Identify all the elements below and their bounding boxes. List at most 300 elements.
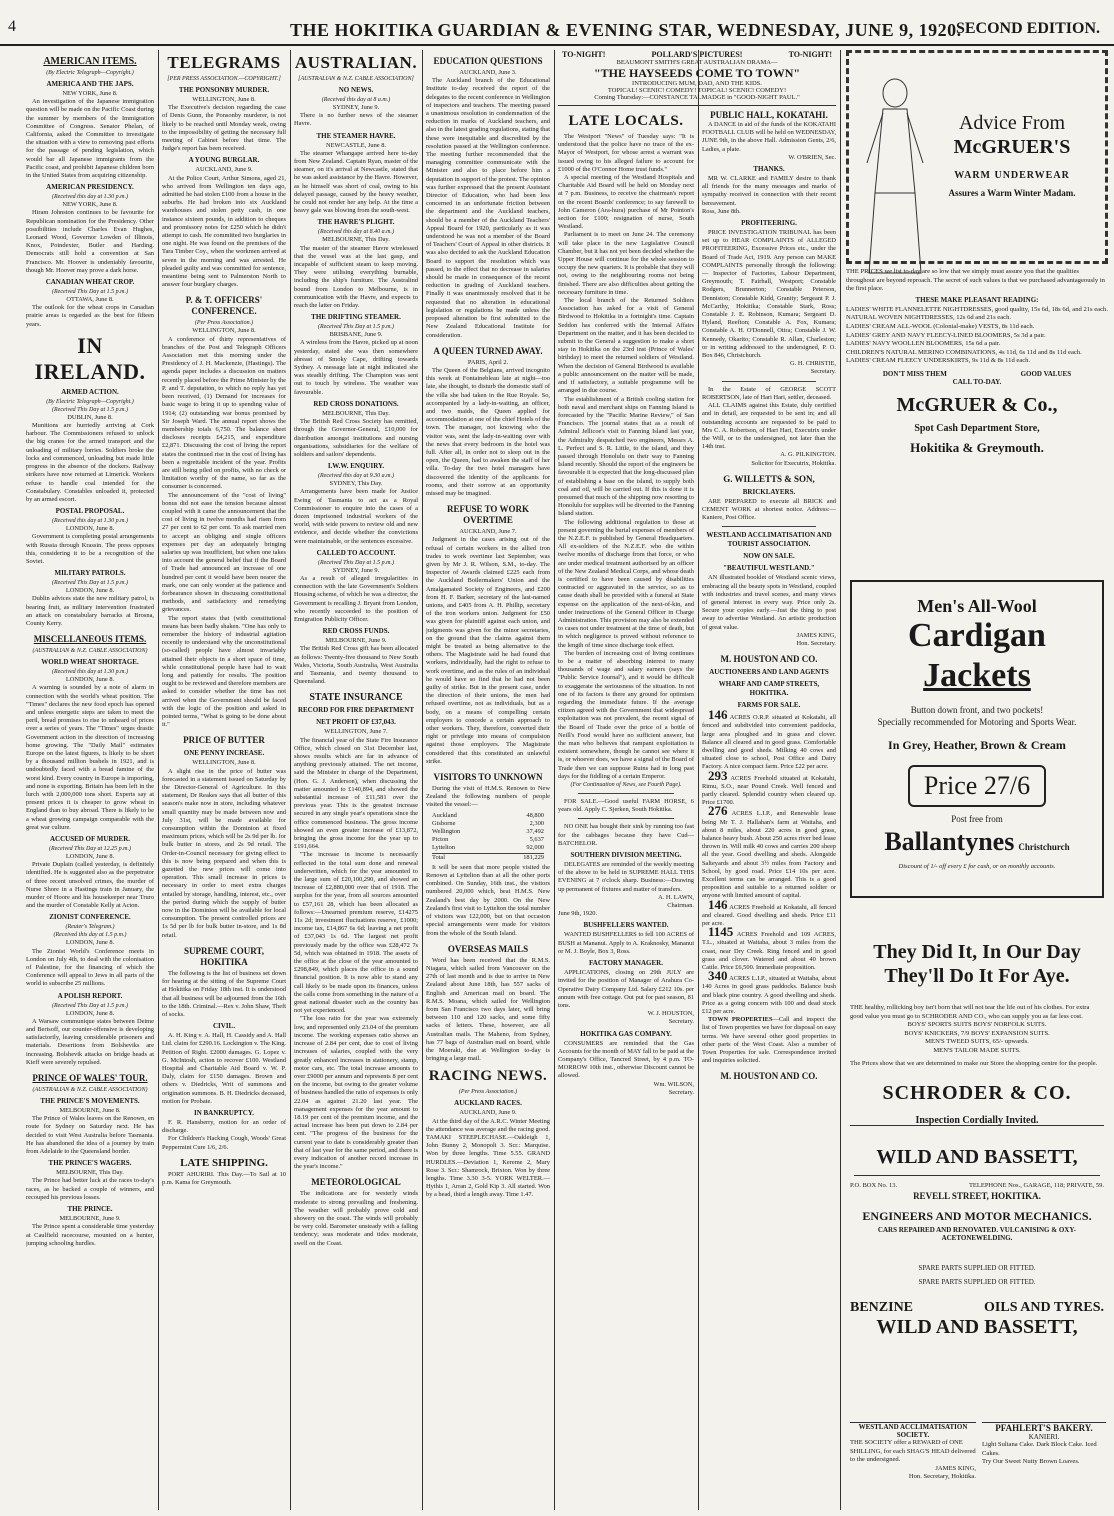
article-text: At the third day of the A.R.C. Winter Meeting the attendance was average and the racing good. TAMAKI STEEPLECHASE.—Oakleigh 1, John Bunny 2, Monopoli 3. Scr.: Marquise. Won by three lengths. Time 5.55. GRAND HURDLES.—Deviation 1, Kereme 2, Mary Rose 3. Scr.: Shamrock, Brixton. Won by three lengths. Time 3.30 3-5. YORK WELTER.—Hythis 1, Arran 2, Gold Kip 3. All started. Won by a head, third a length away. Time 1.47. [426, 1117, 550, 1199]
article-text: A. H. King v. A. Hall, H. Cassidy and A. Hall Ltd. claim for £290.16. Lockington v. The King. Petition of Right. £2000 damages. G. Lopez v. G. McIntosh, action to recover £100. Westland Hospital and Charitable Aid Board v. W. P. Daly, claim for £150 damages. Brown and others v. Diedricks, Writ of summons and origination summons. B. H. Diedricks deceased, motion for Probate. [162, 1032, 286, 1105]
list-item: LADIES' CREAM ALL-WOOL (Colonial-make) VESTS, 8s 11d each. [846, 322, 1035, 330]
ad-heading: PROFITEERING. [741, 219, 797, 228]
farm-description: ACRES Freehold situated at Kokatahi, Rimu, S.O., near Pound Creek. Well fenced and partly cleared. Splendid country when cleared up. Price £1700. [702, 774, 836, 807]
byline: (Received this day at 1.30 p.m.) [52, 518, 128, 525]
ad-text: Discount of 1/- off every £ for cash, or on monthly accounts. [898, 863, 1056, 870]
article-text: Hiram Johnston continues to be favourite for Republican nomination for the Presidency. Other possibilities include Charles Evan Hughes, Leonard Wood, Governor Lowden of Illinois, Knox, Poindexter, Butler and Harding. Democrats still hold a convention at San Francisco. Mr. Hoover is undeniably favourite, though Mr. Hoover may prove a dark horse. [26, 209, 154, 274]
list-item: MEN'S TAILOR MADE SUITS. [933, 1046, 1021, 1054]
ad-heading: M. HOUSTON AND CO. [720, 1071, 818, 1082]
headline: RECORD FOR FIRE DEPARTMENT [297, 706, 415, 715]
ad-heading: FACTORY MANAGER. [589, 959, 663, 968]
headline: AUCKLAND RACES. [454, 1099, 522, 1108]
classified-ad: DELEGATES are reminded of the weekly meeting of the above to be held in SUPREME HALL THIS EVENING at 7 o'clock sharp. Business:—Drawing up permanent of fixtures and matter of transfers. [558, 861, 694, 893]
ad-text: Inspection Cordially Invited. [915, 1115, 1039, 1127]
dateline: LONDON, June 8. [65, 939, 115, 947]
list-item: LADIES' WHITE FLANNELETTE NIGHTDRESSES, good quality, 15s 6d, 18s 6d, and 21s each. [846, 305, 1108, 313]
table-cell: Picton [432, 836, 449, 844]
headline: MILITARY PATROLS. [54, 569, 126, 578]
headline: PRINCE OF WALES' TOUR. [32, 1073, 148, 1084]
list-item: MEN'S TWEED SUITS, 65/- upwards. [925, 1038, 1029, 1046]
headline: REFUSE TO WORK OVERTIME [446, 504, 530, 526]
headline: THE PRINCE. [67, 1205, 113, 1214]
article-text: The master of the steamer Havre wirelessed that the vessel was at the last gasp, and incapable of sufficient steam to keep moving. They were utilising everything burnable, including the ship's furniture. The Australind bound from London to Melbourne, is in communication with the Havre, and expects to reach the latter on Friday. [294, 244, 418, 310]
byline: (By Electric Telegraph—Copyright.) [46, 398, 134, 405]
headline: A YOUNG BURGLAR. [188, 156, 260, 165]
byline: [PER PRESS ASSOCIATION.—COPYRIGHT.] [167, 76, 281, 82]
article-text: "The loss ratio for the year was extremely low, and represented only 23.04 of the premium income. The working expenses ratio shows an increase of 2.84 per cent, due to cost of living increases of salaries, coupled with the very greatly enhanced increases in stationery, stamp, motor cars, etc. The total increase amounts to over £9000 per annum and represents 8 per cent on the income, but owing to the greater volume of business handled the ratio of expenses is only 22.04 as against 21.20 last year. The management expenses for the year amount to 18.19 per cent of the premium income, and the actual increase has been put down to 2.84 per cent. "The progress of the business for the current year to date is considerably greater than that of last year for the same period, and there is every indication of another record increase in the year's income." [294, 1015, 418, 1171]
classified-ad: ARE PREPARED to execute all BRICK and CEMENT WORK at shortest notice. Address:—Kaniere, Post Office. [702, 497, 836, 522]
article-text: The Prince spent a considerable time yesterday at Caulfield racecourse, mounted on a hunter, jumping schooling hurdles. [26, 1223, 154, 1247]
table-cell: Total [432, 853, 446, 861]
cardigan-jackets-ad [850, 580, 1104, 898]
ad-title: Men's All-Wool [917, 596, 1037, 616]
column-2 [162, 50, 286, 1510]
article-text: The local branch of the Returned Soldiers Association has asked for a visit of General Birdwood to Hokitika in a fortnight's time. Captain Seddon has conferred with the Internal Affairs Department on the matter, and it has been decided to submit to the General a suggestion to make a short stay in Hokitika on the 23rd inst (Prince of Wales' birthday) to meet the returned soldiers of Westland. When the decision of General Birdwood is available a public announcement on the matter will be made, and if satisfactory, a suitable programme will be arranged in due course. [558, 297, 694, 395]
dateline: SYDNEY, This Day. [329, 480, 383, 488]
classified-ad: PRICE INVESTIGATION TRIBUNAL has been set up to HEAR COMPLAINTS of ALLEGED PROFITEERING, Excessive Prices etc., under the Board of Trade Act, 1919. Any person can MAKE COMPLAINTS personally through the following:— Inspector of Factories, Labour Department, Greymouth; T. Fairhall, Westport; Constable Rodgers, Brunnerton; Constable Peterson, Denniston; Constable Kidd, Granity; Sergeant P. J. McCarthy, Hokitika; Constable Stark, Ross; Constable J. E. Robinson, Kumara; Sergeant D. Hyland, Reefton; Constable A. Fox, Kumara; Constable A. H. O'Donnell, Otira; Constable J. W. Kennedy, Okarito; Constable R. Allan, Charleston; or in writing addressed to the undersigned, P. O. Box 846, Christchurch. [702, 229, 836, 360]
column-rule [158, 50, 159, 1510]
divider [722, 381, 816, 382]
column-1 [26, 50, 154, 1510]
ad-brand: WILD AND BASSETT, [876, 1316, 1078, 1338]
ad-text: TO-NIGHT! [788, 50, 832, 59]
dateline: WELLINGTON, June 8. [192, 759, 256, 767]
dateline: LONDON, June 8. [65, 676, 115, 684]
ad-brand: Ballantynes [884, 827, 1015, 856]
article-text: Judgment in the cases arising out of the refusal of certain workers in the allied iron trades to work overtime last September, was given by Mr J. R. Wilson, S.M., to-day. The Inspector of Awards claimed £225 each from the Auckland Boilermakers' Union and the Amalgamated Society of Engineers, and £200 from H. F. Barker, secretary of the last-named unions, and £405 from A. H. Phillip, secretary of the iron workers union. Judgment for £50 was given for plaintiff against each union, and judgments was given for the minor secretaries, on the ground that the claims against them might be treated as being alternative to the others. The Magistrate said he had found that workers, individually, had the right to refuse to work overtime, and as the rules of an individual he would have so find that he had not been guilty of strike. But in the present case, under the direction of their unions, the men had refused overtime, not as individuals, but as a body, on a means of compelling certain employers to concede a certain approach to other workers. They, therefore, converted their right or privilege into means of compulsion against those employers. The Magistrate considered that this constituted an unlawful strike. [426, 536, 550, 765]
headline: MISCELLANEOUS ITEMS. [33, 634, 147, 645]
byline: (Received This Day at 1.5 p.m.) [52, 406, 128, 413]
ad-text: Hokitika & Greymouth. [910, 439, 1044, 455]
column-3 [294, 50, 418, 1510]
ad-callout-row [850, 1300, 1104, 1316]
article-text: The announcement of the "cost of living" bonus did not ease the tension because almost coupled with it came the announcement that the cost of living in twelve months had risen from 27 per cent to 62 per cent. To ask married men to accept an obliging and single officers expenses per day an adequately bringing salaries up was insufficient, but when one takes into account the general belief that if the Board of Trade had announced an increase of one hundred per cent it would have been nearer the mark, one can only wonder at the patience and forbearance shown in discussing constitutional methods, and satisfactory and remedying grievances. [162, 491, 286, 614]
farm-description: ACRES Freehold at Kokatahi, all fenced and cleared. Good dwelling and sheds. Price £11 per acre. [702, 903, 836, 928]
dateline: AUCKLAND, June 3. [459, 69, 517, 76]
byline: (Received This Day at 12.25 p.m.) [49, 846, 131, 852]
classified-ad: AN illustrated booklet of Westland scenic views, embracing all the beauty spots in Westland, coupled with industries and travel scenes, and many views of general interest in every way. Price only 2s. Secure your copies early.—Just the thing to post away to advertise Westland. An artistic production of great value. [702, 574, 836, 631]
ad-title: Advice From [958, 112, 1066, 134]
article-text: The Prince of Wales leaves on the Renown, en route for Sydney on Saturday next. He has decided to visit West Australia before Tasmania. He has abandoned the idea of a journey by train from Adelaide to the Queensland border. [26, 1115, 154, 1156]
ad-text: The Prices show that we are determined to make our Store the shopping centre for the people. [850, 1059, 1098, 1067]
dateline: PARIS, April 2. [467, 358, 509, 366]
ad-signature: G. H. CHRISTIE, [790, 360, 836, 368]
headline: AMERICA AND THE JAPS. [46, 80, 134, 88]
headline: THE HAVRE'S PLIGHT. [317, 218, 395, 227]
byline: (Received this day at 8 a.m.) [321, 97, 391, 103]
farm-acreage: 146 [708, 896, 728, 912]
ad-text: KANIERI. [1028, 1433, 1060, 1441]
pollards-pictures-ad [558, 50, 836, 106]
ad-brand: McGRUER & Co., [896, 393, 1058, 416]
farm-description: ACRES L.I.P., and Renewable lease being Mr T. J. Hallahan's farm at Waitaha, and about 8 miles, about 220 acres in good grass, balance heavy bush. About 250 acres river bed lease thrown in. Will milk 40 cows and carries 200 sheep all the year. Good dwelling and sheds. Alongside Salteyards and about 3½ miles from Factory and School, by good road. Price £14 10s per acre. Excellent terms can be arranged. This is a good proposition and suitable to a returned soldier or anyone with limited amount of capital. [702, 810, 836, 900]
ad-signature-role: Secretary. [668, 1088, 694, 1096]
ad-brand: SCHRODER & CO. [882, 1082, 1072, 1105]
headline-large: LATE LOCALS. [568, 113, 684, 129]
article-text: The establishment of a British cooling station for both naval and merchant ships on Fanning Island is forecasted by the "Pacific Marine Review," of San Francisco. The journal states that as a result of Admiral Jellicoe's visit to Fanning Island last year, the Admiralty despatched two engineers, Messrs A. L. Perfect and S. R. Little, to the island, and they passed through Honolulu on their way to Fanning Island recently. Should the report of the engineers be favourable it is expected that the long-discussed plan of establishing a base on the island, to supply both coal and oil, will be carried out. If this is done it is presumed that much of the shipping now resorting to Honolulu for supplies will be diverted to the Fanning Island station. [558, 395, 694, 518]
edition-label: SECOND EDITION. [955, 20, 1100, 37]
byline: (AUSTRALIAN & N.Z. CABLE ASSOCIATION) [32, 648, 148, 655]
list-item: LADIES' GREY AND NAVY FLEECY-LINED BLOOMERS, 5s 3d a pair. [846, 331, 1046, 339]
article-text: Government is completing postal arrangements with Russia through Krassin. The press opposes this, considering it to be a recognition of the Soviet. [26, 533, 154, 565]
ad-brand: WILD AND BASSETT, [876, 1146, 1078, 1168]
farm-acreage: 1145 [708, 924, 734, 940]
ad-subheading: NOW ON SALE. [743, 552, 795, 561]
headline: CALLED TO ACCOUNT. [316, 548, 396, 557]
ad-signature-role: Chairman. [667, 902, 694, 910]
headline: ARMED ACTION. [61, 387, 119, 396]
ad-brand: McGRUER'S [953, 136, 1071, 158]
headline: SUPREME COURT, HOKITIKA [183, 945, 265, 967]
article-text: The Queen of the Belgians, arrived incognito this week at Fontainebleau late at night—too late, she thought, to disturb the domestic staff of the villa she had taken in the Rue Royale. So, accompanied by a lady-in-waiting, an officer, and two maids, the Queen applied for accommodation at one of the chief Hotels of the town. The manager, not knowing who the visitor was, sent the lady-in-waiting over with the news that every bedroom in the hotel was full. After all, in order not to sleep out in the open, the Queen, had to awaken the staff of her villa. To-day the two hotel managers have discovered the identity of the applicants for rooms, and their sorrow at an opportunity missed may be imagined. [426, 366, 550, 497]
headline: A POLISH REPORT. [57, 991, 123, 1000]
headline: I.W.W. ENQUIRY. [327, 462, 385, 471]
dateline: MELBOURNE, This Day. [56, 1169, 124, 1177]
headline: METEOROLOGICAL [311, 1177, 401, 1188]
column-rule [422, 50, 423, 1510]
column-5 [558, 108, 694, 1510]
article-text: The Prince had better luck at the races to-day's races, as he backed a couple of winners, and recouped his previous losses. [26, 1177, 154, 1201]
article-text: Private Duplain (called yesterday, is definitely identified. He is suggested also as the perpetrator of three recent unsolved crimes, the murder of Nurse Shore in a Hastings train in January, the murder of Hoore and his housekeeper near Truro and the murder of Constable Kelly at Acton. [26, 861, 154, 910]
headline-large: AUSTRALIAN. [294, 53, 418, 72]
byline: (Received this day at 8.40 a.m.) [318, 229, 394, 236]
ad-text: POLLARD'S PICTURES! [651, 50, 743, 59]
table-cell: 2,300 [529, 819, 544, 827]
dateline: MELBOURNE, This Day. [322, 236, 390, 244]
article-text: Arrangements have been made for Justice Ewing of Tasmania to act as a Royal Commissioner to enquire into the cases of a dozen imprisoned industrial workers of the world, with wide powers to review old and new evidence, and decide whether the convictions were maintainable, or the sentences excessive. [294, 488, 418, 545]
table-cell: 181,229 [523, 853, 544, 861]
ad-text: WARM UNDERWEAR [954, 170, 1070, 181]
ad-date: Ross, June 8th. [702, 207, 741, 215]
headline: AMERICAN PRESIDENCY. [46, 183, 134, 192]
ad-heading: M. HOUSTON AND CO. [720, 654, 818, 665]
ad-text: THE SOCIETY offer a REWARD of ONE SHILLING, for each SHAG'S HEAD delivered to the undersigned. [850, 1439, 976, 1464]
article-text: There is no further news of the steamer Havre. [294, 112, 418, 128]
headline: ONE PENNY INCREASE. [183, 749, 265, 758]
dateline: NEW YORK, June 8. [62, 90, 118, 97]
byline: (Received this day at 9.30 a.m.) [318, 473, 394, 480]
ad-heading: BUSHFELLERS WANTED. [583, 921, 669, 930]
classified-ad: MR W. CLARKE and FAMILY desire to thank all friends for the many messages and marks of sympathy received in connection with their recent bereavement. [702, 175, 836, 207]
table-cell: 92,000 [526, 844, 544, 852]
list-item: CHILDREN'S NATURAL MERINO COMBINATIONS, 4s 11d, 6s 11d and 8s 11d each. [846, 348, 1082, 356]
byline: (Per Press Association.) [194, 320, 254, 327]
byline: (Reuter's Telegram.) [65, 924, 115, 931]
byline: (Received This Day at 1.5 p.m.) [318, 559, 394, 566]
headline: AMERICAN ITEMS. [43, 56, 137, 67]
headline: THE STEAMER HAVRE. [316, 131, 396, 140]
farm-acreage: 293 [708, 767, 728, 783]
dateline: MELBOURNE, This Day. [322, 409, 390, 417]
ad-text: TELEPHONE Nos., GARAGE, 118; PRIVATE, 59. [968, 1182, 1104, 1189]
table-row [432, 820, 544, 828]
farm-description: ACRES Freehold and 109 ACRES, T.L., situated at Waitaha, about 3 miles from the coast, near Dry Creek. Ring fenced and in good grass and clover. Watered and about 40 brown Cattle. Price £6,500. Immediate proposition. [702, 931, 836, 972]
classified-ad: APPLICATIONS, closing on 29th JULY are invited for the position of Manager of Arahura Co-Operative Dairy Company Ltd. Salary £212 10s. per annum with free cottage. Out put for past season, 81 tons. [558, 969, 694, 1009]
article-text: Munitions are hurriedly arriving at Cork harbour. The Commissioners refused to unlock the big cranes for the armed transport and the unloading of military lorries. Soldiers broke the locks and commenced, unloading but made little progress in the absence of the dockers. Railway strikers have now returned at Limerick. Workers refuse to handle coal intended for the Constabulary. Constables unloaded it, protected by an armed escort. [26, 422, 154, 503]
ad-text: Assures a Warm Winter Madam. [948, 188, 1076, 198]
article-text: Word has been received that the R.M.S. Niagara, which sailed from Vancouver on the 27th of last month and is due to arrive in New Zealand about June 18th, has 557 sacks of English and American mail on board. The R.M.S. Moana, which sailed for Wellington from San Francisco two days later, will bring between 110 and 120 sacks, and some fifty sacks of letters. These, however, are all Australian mails. The Maheno, from Sydney, has 77 bags of Australian mail on board, while the Moeraki, due at Wellington to-day is bringing a large mail. [426, 956, 550, 1063]
farm-acreage: 276 [708, 803, 728, 819]
ad-title: Cardigan [908, 617, 1046, 654]
dateline: AUCKLAND, June 9. [195, 166, 253, 174]
headline-large: IN IRELAND. [34, 332, 146, 384]
ad-signature-role: Hon. Secretary, Hokitika. [908, 1473, 976, 1481]
dateline: BRISBANE, June 9. [329, 331, 383, 339]
article-text: The steamer Whangape arrived here to-day from New Zealand. Captain Ryan, master of the steamer, on it's arrival at Newcastle, stated that he was asked assistance by the Havre. However, as he himself was short of coal, owing to his delayed passage, caused by the heavy weather, he could not render her any help. At the time a heavy gale was blowing from the south-west. [294, 149, 418, 215]
divider [854, 1175, 1100, 1176]
ad-subheading: BRICKLAYERS. [742, 487, 796, 496]
headline: CIVIL. [213, 1022, 235, 1031]
mcgruer-prices-ad [846, 268, 1108, 464]
headline: EDUCATION QUESTIONS [433, 56, 543, 66]
column-rule [840, 50, 841, 1510]
headline: LATE SHIPPING. [180, 1156, 268, 1169]
byline: [AUSTRALIAN & N.Z. CABLE ASSOCIATION] [298, 76, 414, 82]
farm-description: —Call and inspect the list of Town properties we have for disposal on easy terms. We have several other good properties in other parts of the West Coast. Also a number of Town Properties for sale. Correspondence invited and inquiries solicited. [702, 1016, 836, 1065]
page-number: 4 [8, 18, 16, 35]
article-text: The outlook for the wheat crops in Canadian prairie areas is regarded as the best for fifteen years. [26, 304, 154, 328]
table-row [432, 812, 544, 820]
visitors-table [432, 812, 544, 862]
ad-text: Specially recommended for Motoring and Sports Wear. [877, 717, 1077, 727]
dateline: AUCKLAND, June 9. [459, 1109, 517, 1117]
article-text: A Warsaw communique states between Deime and Berisoff, our counter-offensive is developing satisfactorily, leaving considerable prisoners and materials. Desertions from Bolsheviks are increasing. Bolshevik attacks on bridge heads at Kieff were severely repulsed. [26, 1017, 154, 1066]
mcgruer-advice-ad [846, 50, 1108, 264]
dateline: LONDON, June 8. [65, 525, 115, 533]
headline: CANADIAN WHEAT CROP. [45, 278, 135, 287]
divider [722, 526, 816, 527]
dateline: WELLINGTON, June 7. [324, 728, 388, 736]
westland-society-ad [850, 1422, 976, 1510]
article-text: A conference of thirty representatives of branches of the Post and Telegraph Officers Association met this morning under the Presidency of J. H. Mackenzie, (Hastings). The agenda paper includes a discussion on matters recently placed before the Prime Minister by the P. and T. deputation, to which no reply has yet been received, (1) Demand for increases for basic wage to bring it up to spending value of 1914; (2) outstanding war bonus promised by Sir Joseph Ward. The annual report shows the membership totals 6,750. The balance sheet discloses receipts £4,215, and expenditure £2,871. Discussing the cost of living the report states the continued rise in the cost of living has been a regrettable incident of the year. Profits are still being piled on profits, with no check or limitation worthy of the name, so far as the consumer is concerned. [162, 335, 286, 491]
ad-signature: JAMES KING, [935, 1464, 976, 1472]
byline: (Received This Day at 1.5 p.m.) [52, 580, 128, 587]
ad-signature: Wm. WILSON, [653, 1080, 694, 1088]
ad-heading: PUBLIC HALL, KOKATAHI. [710, 110, 828, 120]
ad-heading: G. WILLETTS & SON, [723, 473, 815, 484]
price-tag: Price 27/6 [908, 765, 1046, 807]
ad-title: "THE HAYSEEDS COME TO TOWN" [593, 66, 801, 80]
list-item: BOYS' SPORTS SUITS BOYS' NORFOLK SUITS. [907, 1021, 1047, 1029]
ad-text: TOPICAL! SCENIC! COMEDY! TOPICAL! SCENIC! COMEDY! [607, 87, 787, 94]
dateline: LONDON, June 8. [65, 1009, 115, 1017]
byline: (AUSTRALIAN & N.Z. CABLE ASSOCIATION) [32, 1087, 148, 1094]
article-text: PORT AHURIRI. This Day.—To Sail at 10 p.m. Kama for Greymouth. [162, 1170, 286, 1186]
masthead [0, 0, 1114, 46]
ad-text: Try Our Sweet Nutty Brown Loaves. [982, 1458, 1080, 1466]
ad-subheading: FARMS FOR SALE. [737, 701, 801, 710]
dateline: OTTAWA, June 8. [66, 296, 114, 304]
table-cell: Gisborne [432, 819, 456, 827]
article-text: During the visit of H.M.S. Renown to New Zealand the following numbers of people visited the vessel:— [426, 785, 550, 809]
ad-signature: W. O'BRIEN, Sec. [788, 153, 836, 161]
ad-date: June 9th, 1920. [558, 910, 598, 918]
article-text: An investigation of the Japanese immigration question will be made on the Pacific Coast during the summer by members of the Immigration Committee of Congress. Senator Phelan, of California, asked the Committee to investigate the situation with a view to removing past efforts for the passage of pending legislation, which would bar all Japanese immigrants from the Pacific coast, and prohibit Japanese children born in the United States from acquiring citizenship. [26, 98, 154, 180]
ad-text: TO-NIGHT! [562, 50, 606, 59]
ad-text: P.O. BOX No. 13. [850, 1182, 898, 1189]
ad-text: SPARE PARTS SUPPLIED OR FITTED. [918, 1278, 1036, 1286]
ad-text: THE healthy, rollicking boy isn't born that will not tear the life out of his clothes. For extra good value you must go to SCHRODER AND CO., who can supply you as far less cost. [850, 1004, 1090, 1020]
article-text: The Zionist World's Conference meets in London on July 4th, to deal with the colonisation of Palestine, for the financing of which the Conference will appeal to Jews in all parts of the world to subscribe 25 millions. [26, 947, 154, 988]
ad-text: THE PRICES we list to-day are so low that we simply must assure you that the qualities throughout are beyond reproach. The secret of such values is that we purchased advantageously in the first place. [846, 268, 1105, 293]
ad-text: CARS REPAIRED AND RENOVATED. VULCANISING & OXY-ACETONEWELDING. [877, 1226, 1077, 1242]
dateline: SYDNEY, June 9. [332, 104, 380, 111]
headline-large: RACING NEWS. [428, 1068, 548, 1085]
byline: (Received This Day at 1.5 p.m.) [318, 324, 394, 331]
column-6 [702, 108, 836, 1510]
headline: POSTAL PROPOSAL. [55, 507, 125, 516]
dateline: LONDON, June 8. [65, 587, 115, 595]
ad-subheading: THESE MAKE PLEASANT READING: [915, 295, 1039, 304]
byline: (Per Press Association.) [458, 1089, 518, 1096]
wild-bassett-ad [850, 1132, 1104, 1414]
farm-listing [702, 924, 836, 972]
ad-heading: THANKS. [753, 165, 785, 174]
article-text: The burden of increasing cost of living continues to be a matter of absorbing interest to many thousands of wage and salary earners (says the "Public Service Journal"), and it would be difficult to exaggerate the seriousness of the situation. In not one of its factors is there any ground for optimism regarding the immediate future. If the average citizen agreed with the Government that widespread exploitation was not prevalent, the recent signal of the Board of Trade over the price of a bottle of Neill's Food would have no sufficient answer, but the man who believes that rampant exploitation is existent somewhere, though he cannot see where it is, or whoever does, we have a signal of the Board of Trade then we can suppose Ruins had in long past days for the fiddling of a certain Emperor. [558, 649, 694, 780]
list-item: BOYS' KNICKERS, 7/9 BOYS' EXPANSION SUITS. [904, 1029, 1050, 1037]
table-cell: 5,637 [529, 836, 544, 844]
dateline: NEWCASTLE, June 8. [326, 141, 386, 149]
headline-large: TELEGRAMS [167, 53, 281, 72]
table-cell: 37,492 [526, 828, 544, 836]
ad-text: REVELL STREET, HOKITIKA. [913, 1191, 1041, 1201]
ad-heading: HOKITIKA GAS COMPANY. [580, 1029, 672, 1038]
classified-ad: In the Estate of GEORGE SCOTT ROBERTSON, late of Hari Hari, settler, deceased. [702, 385, 836, 401]
ad-text: Christchurch [1018, 842, 1070, 852]
byline: (Received This Day at 1.5 p.m.) [52, 289, 128, 296]
article-text: The British Red Cross gift has been allocated as follows: Twenty-five thousand to New South Wales, Victoria, South Australia, West Australia and Tasmania, and twenty thousand to Queensland. [294, 645, 418, 686]
divider [578, 818, 674, 819]
headline: NO NEWS. [338, 86, 374, 94]
dateline: WELLINGTON, June 8. [192, 327, 256, 335]
dateline: MELBOURNE, June 9. [325, 637, 387, 645]
ad-callout-row [846, 370, 1108, 378]
column-4 [426, 50, 550, 1510]
table-cell: Wellington [432, 828, 461, 836]
ad-text: CALL TO-DAY. [952, 377, 1002, 386]
headline: STATE INSURANCE [309, 692, 403, 704]
article-text: The Executive's decision regarding the case of Denis Gunn, the Ponsonby murderer, is not likely to be reached until Monday week, owing to the impossibility of getting the necessary full meeting of Cabinet before that time. The Judge's report has been received. [162, 104, 286, 153]
table-row [432, 836, 544, 844]
ad-heading: TOWN PROPERTIES [708, 1016, 773, 1024]
continuation-note: (For Continuation of News, see Fourth Page). [570, 782, 682, 789]
headline: NET PROFIT OF £37,043. [316, 718, 396, 727]
dateline: DUBLIN, June 8. [67, 413, 113, 421]
classified-ad: FOR SALE.—Good useful FARM HORSE, 6 years old. Apply C. Sjerken, South Hokitika. [558, 798, 694, 814]
ad-title: They'll Do It For Aye. [884, 965, 1070, 987]
classified-ad: ALL CLAIMS against this Estate, duly certified and in detail, are requested to be sent in; and all outstanding accounts are requested to be paid to Mrs C. A. Robertson, of Hari Hari, Executrix under the Will, or to the undersigned, not later than the 14th inst. [702, 402, 836, 451]
article-text: A warning is sounded by a note of alarm in connection with the world's wheat position. The "Times" declares the new food epoch has opened and unless energetic steps are taken to meet the peril, bread promises to rise to unheard of prices over a series of years. The "Times" urges drastic Government action in the direction of increasing home growing. The "Daily Mail" estimates Europe on the latest figures, is likely to be short by a thousand million bushels in 1921, and is undoubtedly faced with a bread famine of the worst kind. Every country in Europe is importing, and none is exporting. Britain has been left in the lurch with 2,000,000 tons short. Experts say at present prices it is cheaper to grow wheat in England than to buy abroad. There is likely to be a wheat growing campaign comparable with the great war culture. [26, 684, 154, 831]
headline: THE DRIFTING STEAMER. [311, 313, 401, 322]
ad-text: In Grey, Heather, Brown & Cream [888, 738, 1066, 752]
dateline: LONDON, June 8. [65, 853, 115, 860]
headline: THE PRINCE'S WAGERS. [48, 1159, 132, 1168]
article-text: It will be seen that more people visited the Renown at Lyttelton than at all the other ports combined. On Sunday, 16th inst., the visitors numbered 20,000 which, beat H.M.S. New Zealand's best day by 2000. On the New Zealand's first visit to Lyttelton the total number of visitors was 122,000, but on that occasion special arrangements were made for visitors from the whole of the South Island. [426, 863, 550, 937]
headline: RED CROSS FUNDS. [322, 627, 390, 636]
farm-listing [702, 968, 836, 1016]
headline: A QUEEN TURNED AWAY. [433, 345, 543, 356]
table-cell: 48,800 [526, 811, 544, 819]
article-text: The British Red Cross Society has remitted, through the Governor-General, £10,000 for distribution amongst institutions and nursing organisations, subsidiaries for the welfare of soldiers and sailors' dependents. [294, 418, 418, 458]
classified-ad: CONSUMERS are reminded that the Gas Accounts for the month of MAY fall to be paid at the Company's Office, Tancred Street, by 4 p.m. TO-MORROW 10th inst., otherwise Discount cannot be allowed. [558, 1039, 694, 1080]
list-item: LADIES' CREAM FLEECY UNDERSKIRTS, 9s 11d & 8s 11d each. [846, 357, 1031, 365]
article-text: The Auckland branch of the Educational Institute to-day received the report of the delegates to the recent conference in Wellington of inspectors and teachers. The meeting passed a unanimous resolution in condemnation of the reduction in marks of Auckland teachers, and also in the latest grading regulations, stating that these were inequitable and discredited by the resolution passed at the Wellington conference. The meeting further recommended that the managing committee communicate with the Minister and also to place before him a deputation in support of the protest. The opinion was further expressed that the present Assistant Director of Education, who had been less concerned in an unfortunate friction between the department and the Auckland teachers, should be a member of the Auckland Teachers' Appeal Board for 1920, particularly as it was understood he was not a member of the Board of Teachers' Court of Appeal in other districts. It was also decided to ask the Auckland Education Board to support the resolution which was passed, to the effect that no decrease in salaries should be made in consequence of the recent reduction in grading of Auckland teachers. Finally it was unanimously resolved that it be requested that no alteration in educational legislation or regulations be made unless the proposed alteration be first submitted to the New Zealand Educational Institute for consideration. [426, 77, 550, 339]
headline: IN BANKRUPTCY. [193, 1108, 255, 1117]
headline: OVERSEAS MAILS [447, 943, 529, 954]
ad-signature: W. J. HOUSTON, [647, 1010, 694, 1018]
ad-signature-role: Solicitor for Executrix, Hokitika. [751, 459, 836, 467]
article-text: At the Police Court, Arthur Simons, aged 21, who arrived from Wellington ten days ago, admitted he had stolen £100 from a house in the suburbs. He had broken into six Auckland warehouses and stolen petty cash, in one instance sixteen pounds, in addition to cheques and promissory notes for £250 which he didn't attempt to cash. He committed two burglaries in one night. He was found on the premises of the Tara Timber Coy., when the workmen arrived at seven in the morning and was arrested. He pleaded guilty and was committed for sentence, meantime being sent to Palmerston North to answer four burglary charges. [162, 174, 286, 289]
ad-subheading: WHARF AND CAMP STREETS, HOKITIKA. [718, 680, 820, 698]
article-text: The following is the list of business set down for hearing at the sitting of the Supreme Court at Hokitika on Friday 18th inst. It is understood that all business will be adjourned from the 16th to the 18th. Criminal.—Rex v. John Shaw, Theft of socks. [162, 969, 286, 1018]
article-text: The financial year of the State Fire Insurance Office, which closed on 31st December last, shows results which are far in advance of anything previously attained. The net income, said the Minister in charge of the Department, (Hon. G. J. Anderson), when discussing the matter amounted to £140,894, and showed the substantial increase of £11,581 over the previous year. This is the greatest increase secured in any single year's operations since the office commenced business. The gross income showed an even greater increase of £13,872, bringing the gross income for the year up to £191,664. [294, 736, 418, 851]
ad-text: ENGINEERS AND MOTOR MECHANICS. [862, 1209, 1092, 1223]
headline: ZIONIST CONFERENCE. [49, 913, 131, 922]
ad-title: They Did It, In Our Day [873, 941, 1081, 963]
article-text: A wireless from the Havre, picked up at noon yesterday, stated she was then somewhere abreast of Smoky Cape, drifting towards Sydney. A message late at night indicated she was steadily drifting. The Champion was sent out to touch by wireless. The weather was favourable. [294, 339, 418, 396]
table-total-row [432, 853, 544, 862]
headline: VISITORS TO UNKNOWN [433, 772, 543, 783]
headline: WORLD WHEAT SHORTAGE. [41, 658, 139, 667]
byline: (Received this day at 1.5 p.m.) [53, 932, 127, 939]
article-text: A slight rise in the price of butter was forecasted in a statement issued on Saturday by the Director-General of Agriculture. In this statement, Dr Reakes says that all butter of this season's make now in store, including whatever small quantity may be made between now and July 31st, will be made available for consumption within the Dominion at fixed maximum prices, which will be 2s 9d per lb. for bulk butter in stores, and 2s 9d retail. The Order-in-Council necessary for giving effect to this is now being prepared and when this is gazetted the new prices will come into operation. This small increase in prices is necessary in order to meet extra charges entailed by storage, handling, interest, etc., over the period during which the supply of butter now in the Dominion will be available for local consumption. The present controlled prices are 1s 5d per lb for bulk butter in-store, and 1s 8d retail. [162, 767, 286, 939]
dateline: NEW YORK, June 8. [62, 201, 118, 209]
headline: P. & T. OFFICERS' CONFERENCE. [185, 295, 263, 317]
ad-signature: A. H. LAWN, [658, 893, 694, 901]
dateline: MELBOURNE, June 9. [59, 1215, 121, 1223]
farm-description: ACRES O.R.P. situated at Kokatahi, all fenced and subdivided into convenient paddocks, large area ploughed and in grass and clover. Balance all cleared and in good grass. Comfortable dwelling and good sheds. Milking 40 cows and situated close to school, Post Office and Dairy Factory. A nice compact farm. Price £22 per acre. [702, 714, 836, 771]
table-cell: Auckland [432, 811, 457, 819]
classified-ad: WANTED BUSHFELLERS to fell 100 ACRES of BUSH at Mananui. Apply to A. Kraknosky, Mananui or M. J. Boyle, Box 3, Ross. [558, 931, 694, 955]
byline: (By Electric Telegraph—Copyright.) [46, 70, 134, 76]
ad-text: SPARE PARTS SUPPLIED OR FITTED. [918, 1264, 1036, 1272]
table-row [432, 828, 544, 836]
ad-text: Spot Cash Department Store, [914, 422, 1040, 434]
ad-signature-role: Secretary. [810, 368, 836, 376]
ad-text: BENZINE [850, 1300, 914, 1315]
article-text: F. R. Hansberry, motion for an order of discharge. [162, 1118, 286, 1135]
byline: (Received this day at 1.30 p.m.) [52, 194, 128, 201]
column-rule [554, 50, 555, 1510]
ad-subheading: "BEAUTIFUL WESTLAND." [723, 564, 815, 573]
table-row [432, 844, 544, 852]
lady-illustration [861, 73, 929, 283]
ad-subheading: AUCTIONEERS AND LAND AGENTS [709, 668, 829, 677]
article-text: Dublin advices state the new military patrol, is bearing fruit, as military intervention frustrated an attack on constabulary barracks at Brosna, County Kerry. [26, 595, 154, 627]
ad-heading: SOUTHERN DIVISION MEETING. [570, 851, 682, 860]
article-text: The indications are for westerly winds moderate to strong prevailing and freshening. The weather will probably prove cold and showery on the coast. The winds will probably be very cold. Barometer unsteady with a falling tendency; seas moderate and tides moderate, swell on the Coast. [294, 1190, 418, 1247]
ad-text: OILS AND TYRES. [984, 1300, 1104, 1315]
list-item: LADIES' NAVY WOOLLEN BLOOMERS, 15s 6d a pair. [846, 340, 1001, 348]
headline: THE PRINCE'S MOVEMENTS. [40, 1097, 140, 1106]
ad-text: Light Sultana Cake. Dark Block Cake. Iced Cakes. [982, 1441, 1097, 1457]
article-text: The report states that (with constitutional means has been badly shaken. "One has only to remember the history of industrial agitation recently to understand why the unconstitutional (so-called) people have almost invariably attained their objects in a short space of time, while constitutional people have had to wait long and patiently for results. The position ought to be reviewed and therefore members are asked to consider whether the time has not arrived when the Government should be faced with the logic of the position and asked in pointed terms, "What is going to be done about it." [162, 614, 286, 729]
ad-title: Jackets [923, 657, 1031, 694]
dateline: MELBOURNE, June 8. [59, 1107, 121, 1115]
article-text: The following additional regulation to those at present governing the burial expenses of members of the N.Z.E.F. is published by General Headquarters. All ex-soldiers of the N.Z.E.F. who die within twelve months of discharge from that force, or who are under medical treatment authorised by an officer of the New Zealand Medical Corps, and whose death is certified to have been caused by disabilities contracted or aggravated in the service, so as to cause death shall be provided with a funeral at State expense on the application of the next-of-kin, and under instructions of the General Officer in Charge Administration. This provision may also be extended to cases not under treatment at the time of death, but in which negligence is proved without reference to the length of time since discharge took effect. [558, 518, 694, 649]
ad-contact-row [850, 1182, 1104, 1189]
ad-text: Coming Thursday:—CONSTANCE TALMADGE in "GOOD-NIGHT PAUL." [594, 94, 800, 101]
ad-heading: WESTLAND ACCLIMATISATION AND TOURIST ASSOCIATION. [706, 531, 832, 549]
article-text: As a result of alleged irregularities in connection with the late Government's Soldiers Housing scheme, of which he was a director, the Government is recalling J. Bryant from London, who recently succeeded to the position of Emigration Publicity Officer. [294, 574, 418, 623]
byline: (Received This Day at 1.5 p.m.) [52, 1002, 128, 1009]
headline: THE PONSONBY MURDER. [178, 86, 270, 94]
ad-signature: A. G. PILKINGTON. [780, 451, 836, 459]
ad-text: BEAUMONT SMITH'S GREAT AUSTRALIAN DRAMA— [616, 59, 778, 66]
ad-header [558, 50, 836, 59]
headline: RED CROSS DONATIONS. [313, 399, 399, 408]
dateline: WELLINGTON, June 8. [192, 96, 256, 103]
